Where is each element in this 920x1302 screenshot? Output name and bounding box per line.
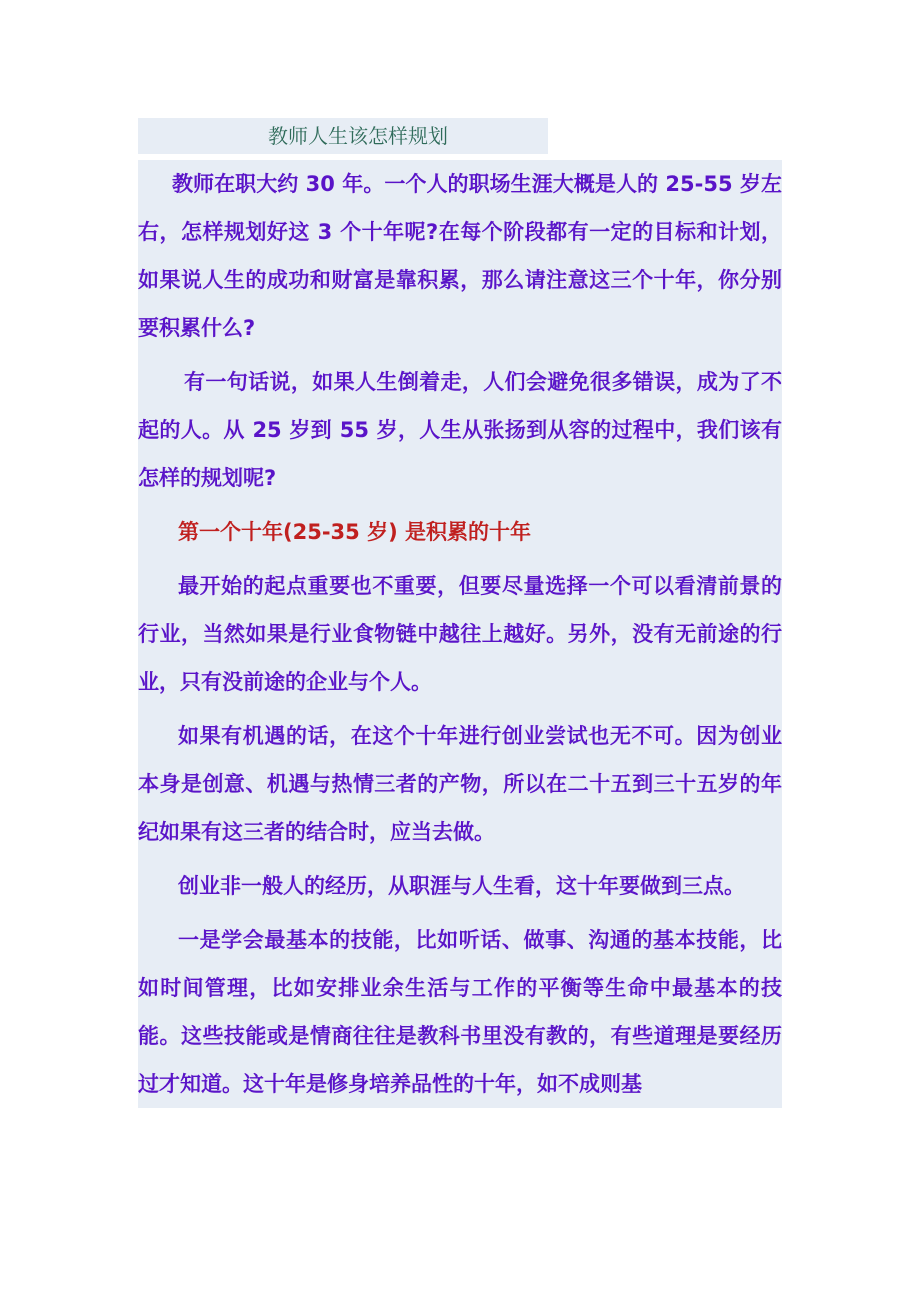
paragraph-quote: 有一句话说，如果人生倒着走，人们会避免很多错误，成为了不起的人。从 25 岁到 55 岁，人生从张扬到从容的过程中，我们该有怎样的规划呢?: [138, 370, 782, 490]
paragraph-starting-point: 最开始的起点重要也不重要，但要尽量选择一个可以看清前景的行业，当然如果是行业食物链中越往上越好。另外，没有无前途的行业，只有没前途的企业与个人。: [138, 574, 782, 694]
section-heading-first-decade: 第一个十年(25-35 岁) 是积累的十年: [178, 520, 531, 544]
document-title: 教师人生该怎样规划: [268, 124, 448, 148]
paragraph-basic-skills: 一是学会最基本的技能，比如听话、做事、沟通的基本技能，比如时间管理，比如安排业余生活与工作的平衡等生命中最基本的技能。这些技能或是情商往往是教科书里没有教的，有些道理是要经历过才知道。这十年是修身培养品性的十年，如不成则基: [138, 928, 782, 1096]
paragraph-entrepreneurship: 如果有机遇的话，在这个十年进行创业尝试也无不可。因为创业本身是创意、机遇与热情三者的产物，所以在二十五到三十五岁的年纪如果有这三者的结合时，应当去做。: [138, 724, 782, 844]
paragraph-intro: 教师在职大约 30 年。一个人的职场生涯大概是人的 25-55 岁左右，怎样规划好这 3 个十年呢?在每个阶段都有一定的目标和计划，如果说人生的成功和财富是靠积累，那么请注意这三个十年，你分别要积累什么?: [138, 172, 782, 340]
document-title-bar: [138, 118, 548, 154]
paragraph-three-points: 创业非一般人的经历，从职涯与人生看，这十年要做到三点。: [178, 874, 745, 898]
document-body: [138, 160, 782, 1108]
